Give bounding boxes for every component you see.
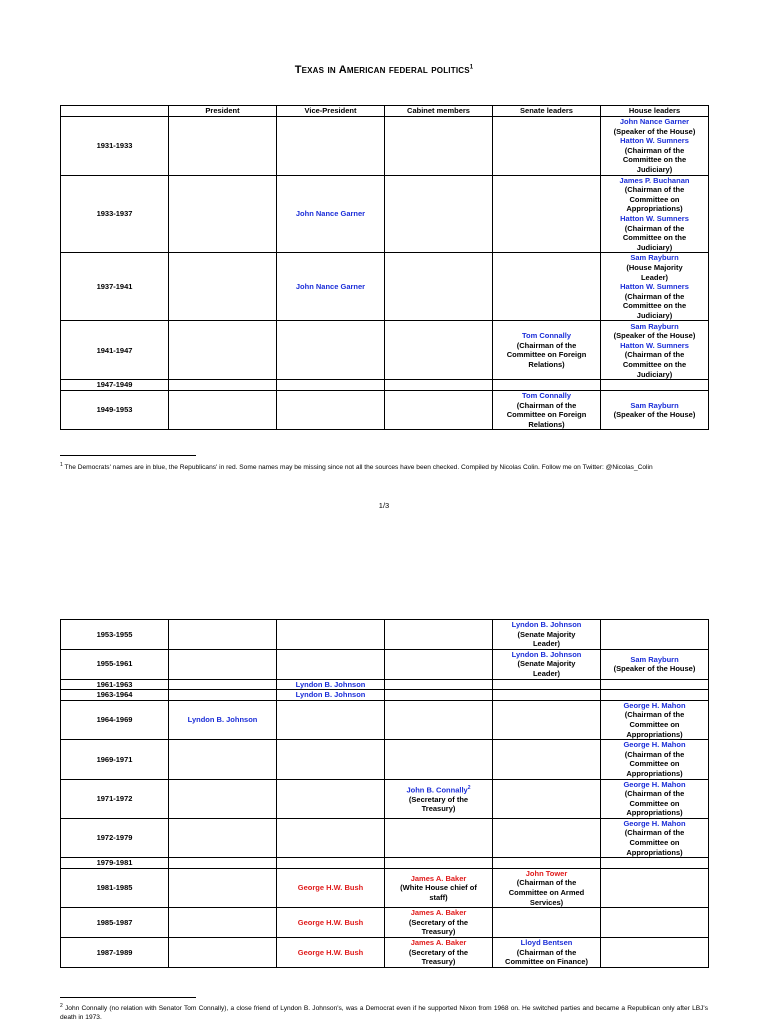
senate-cell — [493, 740, 601, 779]
table-row — [61, 175, 709, 253]
role-text: Committee on Foreign — [506, 350, 587, 360]
president-cell — [169, 908, 277, 938]
role-text: Committee on — [629, 194, 680, 204]
period-cell: 1949-1953 — [61, 391, 169, 430]
table-row — [61, 858, 709, 869]
vice-president-cell — [277, 908, 385, 938]
role-text: (Speaker of the House) — [613, 331, 696, 341]
senate-cell — [493, 679, 601, 690]
role-text: (Chairman of the — [516, 340, 577, 350]
federal-politics-table-page2 — [60, 619, 709, 968]
politician-name: Hatton W. Sumners — [620, 213, 689, 223]
role-text: (White House chief of — [400, 883, 477, 893]
politician-name: James A. Baker — [410, 873, 467, 883]
senate-cell — [493, 380, 601, 391]
president-cell — [169, 858, 277, 869]
cabinet-cell — [385, 679, 493, 690]
cabinet-cell — [385, 700, 493, 739]
politician-name: Sam Rayburn — [630, 400, 679, 410]
header-cabinet: Cabinet members — [385, 106, 493, 117]
period-cell: 1933-1937 — [61, 175, 169, 253]
politician-name: Tom Connally — [521, 331, 572, 341]
vice-president-cell — [277, 690, 385, 701]
period-cell: 1972-1979 — [61, 818, 169, 857]
role-text: Judiciary) — [636, 242, 673, 252]
role-text: (Secretary of the — [408, 947, 469, 957]
table-row — [61, 868, 709, 907]
table-row — [61, 649, 709, 679]
house-cell — [601, 679, 709, 690]
senate-cell — [493, 779, 601, 818]
role-text: (Chairman of the — [624, 828, 685, 838]
role-text: Committee on Foreign — [506, 410, 587, 420]
senate-cell — [493, 908, 601, 938]
senate-cell — [493, 175, 601, 253]
role-text: (Chairman of the — [624, 749, 685, 759]
table-body-page1 — [61, 117, 709, 430]
politician-name: Lyndon B. Johnson — [295, 690, 366, 700]
table-row — [61, 380, 709, 391]
senate-cell — [493, 868, 601, 907]
senate-cell — [493, 700, 601, 739]
footnote-ref: 2 — [467, 784, 471, 791]
role-text: Relations) — [528, 360, 565, 370]
role-text: (Chairman of the — [516, 400, 577, 410]
role-text: (Chairman of the — [624, 291, 685, 301]
politician-name: Tom Connally — [521, 391, 572, 401]
house-cell — [601, 117, 709, 176]
table-header-row — [61, 106, 709, 117]
table-row — [61, 740, 709, 779]
role-text: (Secretary of the — [408, 794, 469, 804]
role-text: Committee on Finance) — [505, 957, 588, 967]
president-cell — [169, 321, 277, 380]
house-cell — [601, 868, 709, 907]
period-cell: 1971-1972 — [61, 779, 169, 818]
vice-president-cell — [277, 858, 385, 869]
federal-politics-table-page1 — [60, 105, 709, 430]
footnote-rule — [60, 455, 196, 456]
role-text: Committee on Armed — [508, 888, 585, 898]
house-cell — [601, 700, 709, 739]
role-text: Leader) — [640, 272, 669, 282]
cabinet-cell — [385, 740, 493, 779]
table-row — [61, 700, 709, 739]
footnote-2 — [60, 1002, 708, 1022]
president-cell — [169, 620, 277, 650]
politician-name: George H. Mahon — [623, 818, 686, 828]
period-cell: 1953-1955 — [61, 620, 169, 650]
politician-name: George H.W. Bush — [297, 883, 364, 893]
role-text: (Chairman of the — [516, 947, 577, 957]
president-cell — [169, 679, 277, 690]
cabinet-cell — [385, 649, 493, 679]
house-cell — [601, 391, 709, 430]
table-row — [61, 818, 709, 857]
senate-cell — [493, 253, 601, 321]
period-cell: 1961-1963 — [61, 679, 169, 690]
vice-president-cell — [277, 380, 385, 391]
cabinet-cell — [385, 908, 493, 938]
header-senate: Senate leaders — [493, 106, 601, 117]
senate-cell — [493, 818, 601, 857]
senate-cell — [493, 690, 601, 701]
president-cell — [169, 740, 277, 779]
senate-cell — [493, 117, 601, 176]
role-text: Committee on the — [622, 301, 687, 311]
period-cell: 1941-1947 — [61, 321, 169, 380]
vice-president-cell — [277, 818, 385, 857]
cabinet-cell — [385, 253, 493, 321]
role-text: Services) — [529, 897, 564, 907]
politician-name: Hatton W. Sumners — [620, 136, 689, 146]
cabinet-cell — [385, 690, 493, 701]
role-text: (Chairman of the — [516, 878, 577, 888]
house-cell — [601, 938, 709, 968]
politician-name: George H.W. Bush — [297, 947, 364, 957]
president-cell — [169, 175, 277, 253]
politician-name: James P. Buchanan — [619, 175, 690, 185]
role-text: Relations) — [528, 419, 565, 429]
table-row — [61, 117, 709, 176]
period-cell: 1931-1933 — [61, 117, 169, 176]
role-text: Committee on — [629, 759, 680, 769]
cabinet-cell — [385, 391, 493, 430]
house-cell — [601, 649, 709, 679]
vice-president-cell — [277, 117, 385, 176]
role-text: Appropriations) — [626, 729, 683, 739]
role-text: (Chairman of the — [624, 185, 685, 195]
role-text: Judiciary) — [636, 310, 673, 320]
role-text: Leader) — [532, 639, 561, 649]
table-row — [61, 620, 709, 650]
vice-president-cell — [277, 868, 385, 907]
role-text: Treasury) — [421, 957, 456, 967]
role-text: Committee on — [629, 719, 680, 729]
role-text: (Chairman of the — [624, 145, 685, 155]
period-cell: 1955-1961 — [61, 649, 169, 679]
president-cell — [169, 380, 277, 391]
role-text: Leader) — [532, 668, 561, 678]
president-cell — [169, 868, 277, 907]
period-cell: 1964-1969 — [61, 700, 169, 739]
senate-cell — [493, 858, 601, 869]
president-cell — [169, 818, 277, 857]
period-cell: 1947-1949 — [61, 380, 169, 391]
table-row — [61, 938, 709, 968]
president-cell — [169, 938, 277, 968]
politician-name: Lyndon B. Johnson — [295, 679, 366, 689]
role-text: (Speaker of the House) — [613, 410, 696, 420]
role-text: Appropriations) — [626, 204, 683, 214]
period-cell: 1969-1971 — [61, 740, 169, 779]
header-vice-president: Vice-President — [277, 106, 385, 117]
period-cell: 1963-1964 — [61, 690, 169, 701]
politician-name: Lloyd Bentsen — [520, 938, 573, 947]
politician-name: James A. Baker — [410, 938, 467, 947]
politician-name: George H. Mahon — [623, 700, 686, 710]
vice-president-cell — [277, 779, 385, 818]
politician-name: George H.W. Bush — [297, 917, 364, 927]
politician-name: John Nance Garner — [295, 209, 366, 219]
table-row — [61, 391, 709, 430]
footnote-rule-2 — [60, 997, 196, 998]
house-cell — [601, 740, 709, 779]
role-text: (Speaker of the House) — [613, 126, 696, 136]
politician-name: John Nance Garner — [619, 117, 690, 126]
role-text: (Chairman of the — [624, 710, 685, 720]
politician-name: Sam Rayburn — [630, 321, 679, 331]
table-row — [61, 690, 709, 701]
politician-name: John Tower — [525, 868, 568, 878]
role-text: Committee on the — [622, 155, 687, 165]
house-cell — [601, 253, 709, 321]
vice-president-cell — [277, 649, 385, 679]
politician-name: Lyndon B. Johnson — [187, 715, 258, 725]
senate-cell — [493, 620, 601, 650]
president-cell — [169, 391, 277, 430]
period-cell: 1987-1989 — [61, 938, 169, 968]
role-text: Appropriations) — [626, 768, 683, 778]
president-cell — [169, 700, 277, 739]
document-title — [0, 64, 768, 76]
period-cell: 1979-1981 — [61, 858, 169, 869]
senate-cell — [493, 321, 601, 380]
role-text: Judiciary) — [636, 164, 673, 174]
role-text: (Senate Majority — [517, 659, 576, 669]
cabinet-cell — [385, 117, 493, 176]
president-cell — [169, 779, 277, 818]
vice-president-cell — [277, 391, 385, 430]
period-cell: 1985-1987 — [61, 908, 169, 938]
house-cell — [601, 818, 709, 857]
politician-name: George H. Mahon — [623, 740, 686, 750]
role-text: Treasury) — [421, 804, 456, 814]
cabinet-cell — [385, 868, 493, 907]
role-text: Appropriations) — [626, 847, 683, 857]
president-cell — [169, 253, 277, 321]
cabinet-cell — [385, 858, 493, 869]
house-cell — [601, 380, 709, 391]
title-footnote-mark: 1 — [469, 64, 474, 71]
cabinet-cell — [385, 818, 493, 857]
role-text: staff) — [429, 892, 448, 902]
role-text: (Chairman of the — [624, 223, 685, 233]
role-text: Treasury) — [421, 927, 456, 937]
senate-cell — [493, 938, 601, 968]
role-text: (Senate Majority — [517, 629, 576, 639]
cabinet-cell — [385, 620, 493, 650]
politician-name: Sam Rayburn — [630, 654, 679, 664]
politician-name: Sam Rayburn — [630, 253, 679, 263]
role-text: (Chairman of the — [624, 350, 685, 360]
politician-name: Hatton W. Sumners — [620, 282, 689, 292]
house-cell — [601, 779, 709, 818]
footnote-1-text: The Democrats' names are in blue, the Republicans' in red. Some names may be missing since not all the sources have been checked. Compiled by Nicolas Colin. Follow me on Twitter: @Nicolas_Colin — [64, 464, 653, 472]
footnote-1-mark: 1 — [60, 462, 63, 468]
period-cell: 1981-1985 — [61, 868, 169, 907]
role-text: (Secretary of the — [408, 917, 469, 927]
table-body-page2 — [61, 620, 709, 968]
footnote-2-mark: 2 — [60, 1003, 63, 1009]
politician-name: John B. Connally$^2$ — [406, 784, 471, 795]
house-cell — [601, 858, 709, 869]
role-text: (Speaker of the House) — [613, 664, 696, 674]
title-text: Texas in American federal politics — [294, 64, 470, 76]
vice-president-cell — [277, 620, 385, 650]
cabinet-cell — [385, 321, 493, 380]
table-row — [61, 253, 709, 321]
table-row — [61, 679, 709, 690]
period-cell: 1937-1941 — [61, 253, 169, 321]
role-text: Committee on the — [622, 233, 687, 243]
politician-name: Lyndon B. Johnson — [511, 620, 582, 629]
politician-name: John Nance Garner — [295, 282, 366, 292]
vice-president-cell — [277, 679, 385, 690]
house-cell — [601, 690, 709, 701]
politician-name: James A. Baker — [410, 908, 467, 918]
house-cell — [601, 620, 709, 650]
cabinet-cell — [385, 938, 493, 968]
header-president: President — [169, 106, 277, 117]
vice-president-cell — [277, 740, 385, 779]
house-cell — [601, 175, 709, 253]
role-text: (Chairman of the — [624, 789, 685, 799]
president-cell — [169, 690, 277, 701]
politician-name: Lyndon B. Johnson — [511, 649, 582, 659]
role-text: Committee on — [629, 798, 680, 808]
president-cell — [169, 649, 277, 679]
role-text: Judiciary) — [636, 369, 673, 379]
politician-name: George H. Mahon — [623, 779, 686, 789]
vice-president-cell — [277, 321, 385, 380]
footnote-2-text: John Connally (no relation with Senator Tom Connally), a close friend of Lyndon B. Johnson's, was a Democrat even if he supported Nixon from 1968 on. He switched parties and became a Republican only after LBJ's death in 1973. — [60, 1005, 708, 1022]
role-text: Committee on — [629, 838, 680, 848]
house-cell — [601, 908, 709, 938]
cabinet-cell — [385, 779, 493, 818]
president-cell — [169, 117, 277, 176]
role-text: (House Majority — [626, 262, 683, 272]
vice-president-cell — [277, 700, 385, 739]
vice-president-cell — [277, 175, 385, 253]
page-number: 1/3 — [378, 501, 390, 510]
cabinet-cell — [385, 380, 493, 391]
header-period — [61, 106, 169, 117]
senate-cell — [493, 391, 601, 430]
cabinet-cell — [385, 175, 493, 253]
vice-president-cell — [277, 938, 385, 968]
politician-name: Hatton W. Sumners — [620, 340, 689, 350]
house-cell — [601, 321, 709, 380]
role-text: Appropriations) — [626, 808, 683, 818]
vice-president-cell — [277, 253, 385, 321]
table-row — [61, 321, 709, 380]
role-text: Committee on the — [622, 360, 687, 370]
header-house: House leaders — [601, 106, 709, 117]
table-row — [61, 908, 709, 938]
table-row — [61, 779, 709, 818]
footnote-1 — [60, 461, 708, 472]
senate-cell — [493, 649, 601, 679]
